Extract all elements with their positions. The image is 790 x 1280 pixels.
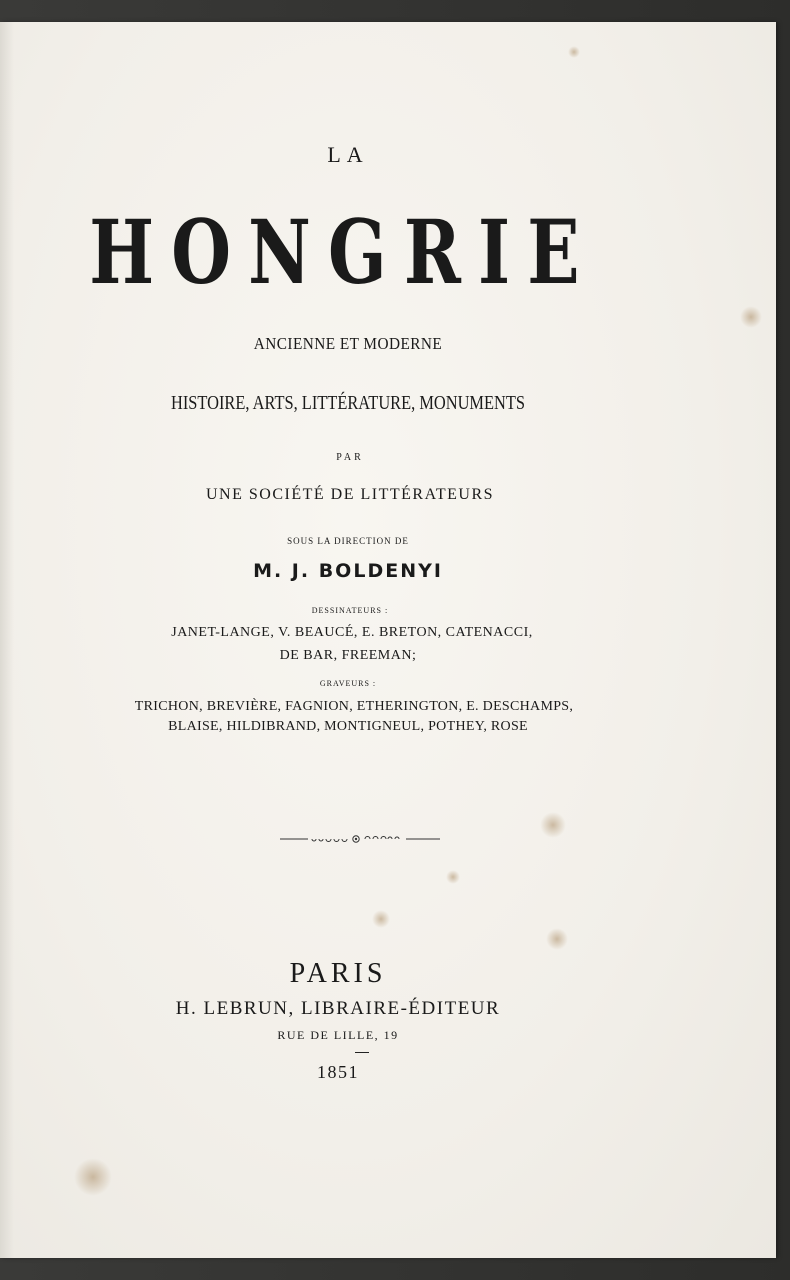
foxing-spot	[568, 46, 580, 58]
imprint-divider	[355, 1052, 369, 1053]
foxing-spot	[546, 928, 568, 950]
imprint-publisher: H. LEBRUN, LIBRAIRE-ÉDITEUR	[175, 998, 501, 1019]
foxing-spot	[540, 812, 566, 838]
imprint-city: PARIS	[289, 958, 387, 989]
engravers-line-1: TRICHON, BREVIÈRE, FAGNION, ETHERINGTON, E. DESCHAMPS,	[134, 699, 574, 714]
title-page	[0, 22, 776, 1258]
illustrators-line-2: DE BAR, FREEMAN;	[279, 648, 417, 663]
engravers-label: GRAVEURS :	[319, 679, 377, 688]
topics-line: HISTOIRE, ARTS, LITTÉRATURE, MONUMENTS	[170, 392, 526, 414]
illustrators-line-1: JANET-LANGE, V. BEAUCÉ, E. BRETON, CATENACCI,	[171, 625, 533, 640]
director-name: M. J. BOLDENYI	[253, 560, 443, 582]
illustrators-label: DESSINATEURS :	[311, 606, 389, 615]
foxing-spot	[74, 1158, 112, 1196]
subtitle: ANCIENNE ET MODERNE	[253, 334, 443, 353]
engravers-line-2: BLAISE, HILDIBRAND, MONTIGNEUL, POTHEY, ROSE	[168, 719, 528, 734]
authors-line: UNE SOCIÉTÉ DE LITTÉRATEURS	[205, 486, 495, 503]
foxing-spot	[740, 306, 762, 328]
by-label: PAR	[336, 452, 364, 463]
ornament-divider-icon	[280, 832, 440, 846]
imprint-year: 1851	[317, 1062, 359, 1082]
direction-label: SOUS LA DIRECTION DE	[287, 536, 409, 546]
foxing-spot	[372, 910, 390, 928]
foxing-spot	[446, 870, 460, 884]
main-title: HONGRIE	[89, 200, 597, 304]
title-article: LA	[327, 142, 369, 167]
imprint-address: RUE DE LILLE, 19	[277, 1028, 399, 1042]
